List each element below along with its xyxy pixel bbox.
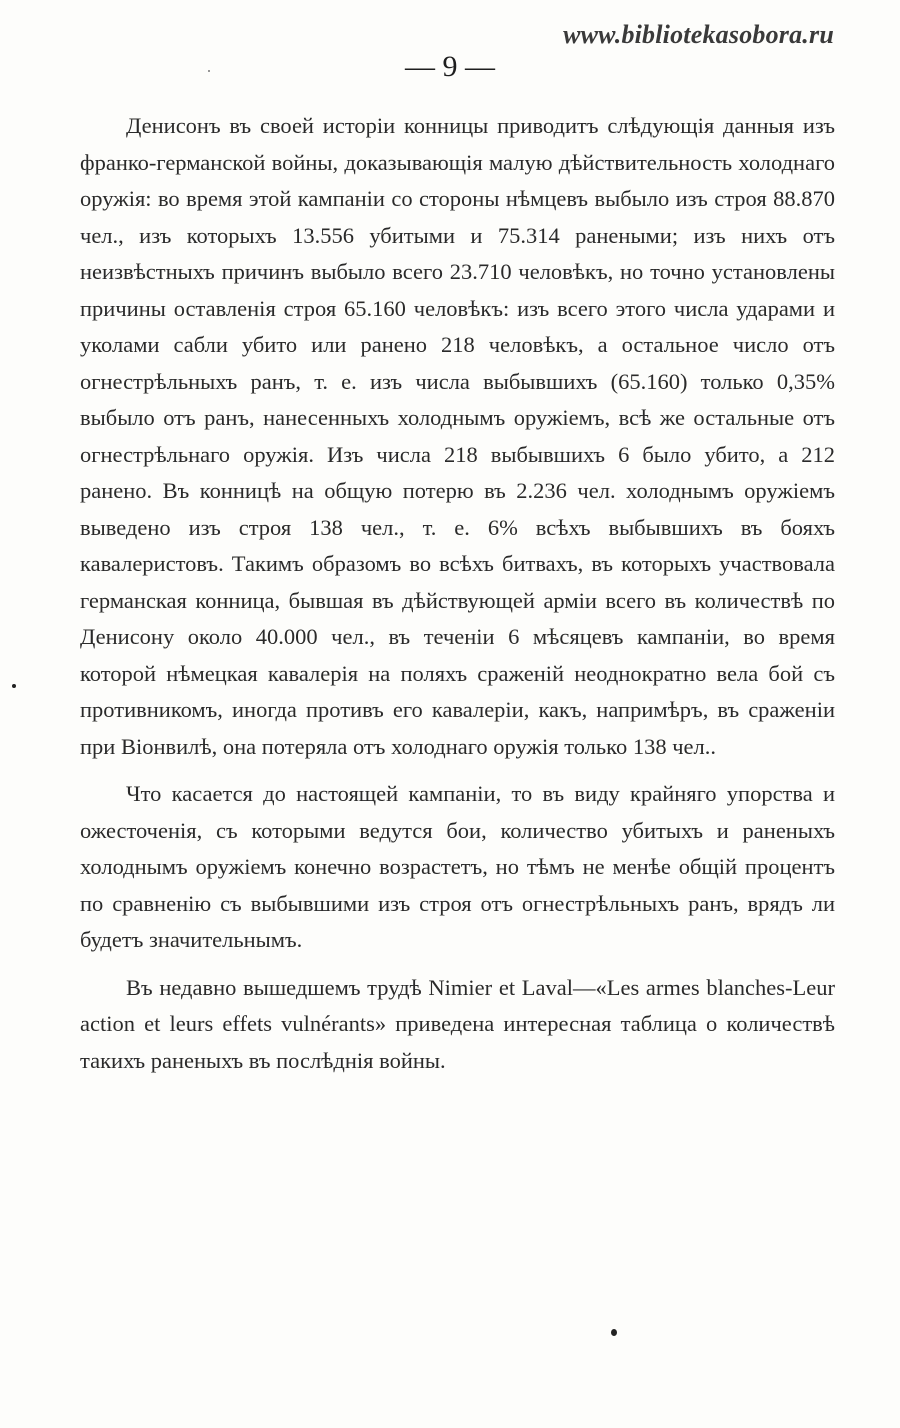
page-number: — 9 — bbox=[405, 50, 495, 83]
scan-speck bbox=[12, 684, 16, 688]
scan-speck bbox=[208, 70, 210, 72]
site-watermark: www.bibliotekasobora.ru bbox=[563, 20, 834, 49]
body-text bbox=[80, 108, 835, 1079]
scan-speck bbox=[611, 1329, 617, 1336]
paragraph-2: Что касается до настоящей кампаніи, то въ виду крайняго упорства и ожесточенія, съ которыми ведутся бои, количество убитыхъ и раненыхъ холоднымъ оружіемъ конечно возрастетъ, но тѣмъ не менѣе общій процентъ по сравненію съ выбывшими изъ строя отъ огнестрѣльныхъ ранъ, врядъ ли будетъ значительнымъ. bbox=[80, 781, 835, 952]
paragraph-3: Въ недавно вышедшемъ трудѣ Nimier et Laval—«Les armes blanches-Leur action et leurs effets vulnérants» приведена интересная таблица о количествѣ такихъ раненыхъ въ послѣднія войны. bbox=[80, 974, 835, 1073]
paragraph-1: Денисонъ въ своей исторіи конницы приводитъ слѣдующія данныя изъ франко-германской войны, доказывающія малую дѣйствительность холоднаго оружія: во время этой кампаніи со стороны нѣмцевъ выбыло изъ строя 88.870 чел., изъ которыхъ 13.556 убитыми и 75.314 ранеными; изъ нихъ отъ неизвѣстныхъ причинъ выбыло всего 23.710 человѣкъ, но точно установлены причины оставленія строя 65.160 человѣкъ: изъ всего этого числа ударами и уколами сабли убито или ранено 218 человѣкъ, а остальное число отъ огнестрѣльныхъ ранъ, т. е. изъ числа выбывшихъ (65.160) только 0,35% выбыло отъ ранъ, нанесенныхъ холоднымъ оружіемъ, всѣ же остальные отъ огнестрѣльнаго оружія. Изъ числа 218 выбывшихъ 6 было убито, а 212 ранено. Въ конницѣ на общую потерю въ 2.236 чел. холоднымъ оружіемъ выведено изъ строя 138 чел., т. е. 6% всѣхъ выбывшихъ въ бояхъ кавалеристовъ. Такимъ образомъ во всѣхъ битвахъ, въ которыхъ участвовала германская конница, бывшая въ дѣйствующей арміи всего въ количествѣ по Денисону около 40.000 чел., въ теченіи 6 мѣсяцевъ кампаніи, во время которой нѣмецкая кавалерія на поляхъ сраженій неоднократно вела бой съ противникомъ, иногда противъ его кавалеріи, какъ, напримѣръ, въ сраженіи при Віонвилѣ, она потеряла отъ холоднаго оружія только 138 чел.. bbox=[80, 113, 835, 759]
